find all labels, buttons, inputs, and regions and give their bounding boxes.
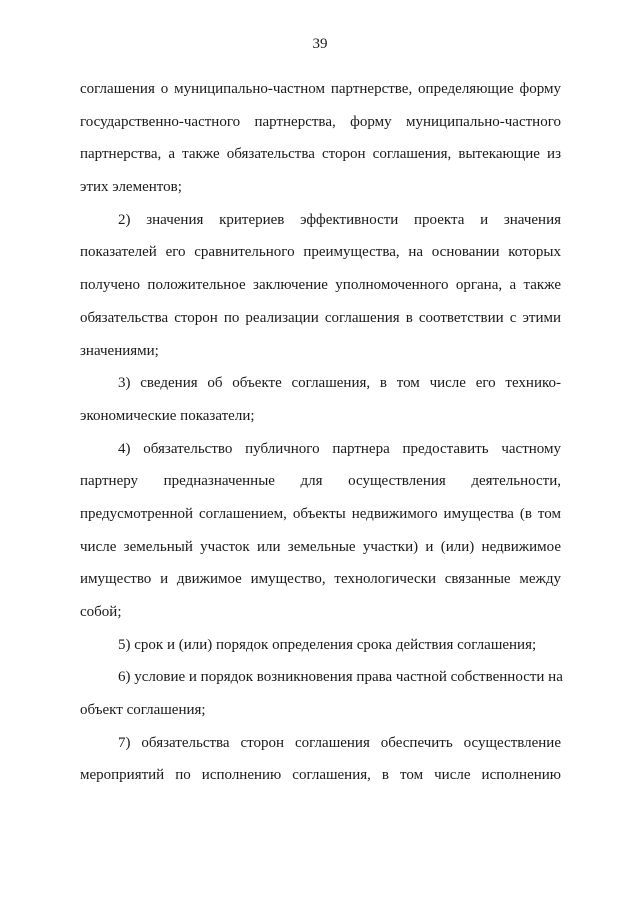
list-item-4 [80,433,561,629]
text-line: 3) сведения об объекте соглашения, в том числе его технико- [118,375,561,392]
text-line: 7) обязательства сторон соглашения обеспечить осуществление [118,734,561,751]
text-line: значениями; [80,342,159,359]
text-line: 4) обязательство публичного партнера предоставить частному [118,440,561,457]
text-line: показателей его сравнительного преимущества, на основании которых [80,244,561,261]
text-line: числе земельный участок или земельные участки) и (или) недвижимое [80,538,561,555]
text-line: 5) срок и (или) порядок определения срока действия соглашения; [118,636,537,653]
text-line: получено положительное заключение уполномоченного органа, а также [80,277,561,294]
text-line: 2) значения критериев эффективности проекта и значения [118,211,561,228]
text-line: имущество и движимое имущество, технологически связанные между [80,571,561,588]
text-line: партнерства, а также обязательства сторон соглашения, вытекающие из [80,146,561,163]
list-item-2 [80,204,561,367]
text-line: собой; [80,604,122,620]
list-item-3 [80,367,561,432]
list-item-5 [80,629,561,662]
list-item-6 [80,661,561,726]
document-body [80,73,561,792]
text-line: соглашения о муниципально-частном партнерстве, определяющие форму [80,81,561,97]
list-item-7 [80,727,561,792]
page-number: 39 [312,36,328,52]
text-line: экономические показатели; [80,407,255,424]
text-line: партнеру предназначенные для осуществления деятельности, [80,473,561,490]
text-line: мероприятий по исполнению соглашения, в том числе исполнению [80,767,561,784]
text-line: обязательства сторон по реализации соглашения в соответствии с этими [80,309,561,326]
text-line: объект соглашения; [80,702,206,719]
text-line: 6) условие и порядок возникновения права частной собственности на [118,669,563,686]
text-line: предусмотренной соглашением, объекты недвижимого имущества (в том [80,505,561,522]
paragraph-intro-continuation [80,73,561,204]
text-line: государственно-частного партнерства, форму муниципально-частного [80,113,561,130]
text-line: этих элементов; [80,179,182,196]
